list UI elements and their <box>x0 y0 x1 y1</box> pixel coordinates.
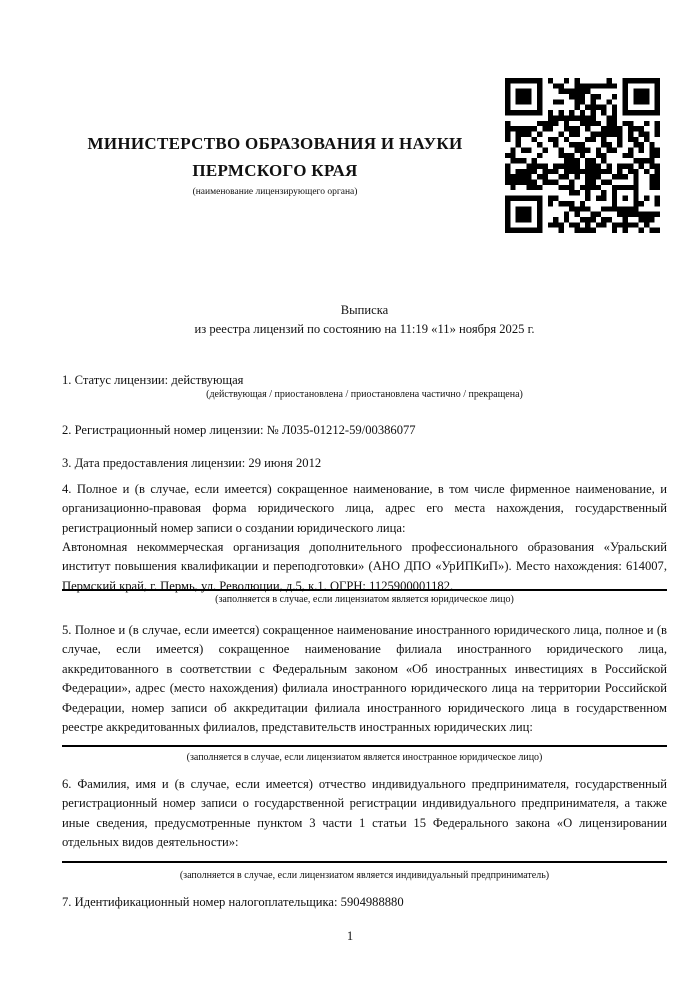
qr-code <box>505 78 660 233</box>
individual-entrepreneur-underline <box>62 861 667 863</box>
item-legal-entity-label: 4. Полное и (в случае, если имеется) сокращенное наименование, в том числе фирменное наименование, и организационно-правовая форма юридического лица, адрес его места нахождения, государственный регистрационный номер записи о создании юридического лица: <box>62 482 667 535</box>
item-grant-date: 3. Дата предоставления лицензии: 29 июня 2012 <box>62 456 322 470</box>
document-title-line1: Выписка <box>340 303 389 317</box>
ministry-name-line2: ПЕРМСКОГО КРАЯ <box>192 161 358 180</box>
licensing-authority-caption: (наименование лицензирующего органа) <box>192 187 358 197</box>
page-number: 1 <box>346 929 354 943</box>
document-title-line2: из реестра лицензий по состоянию на 11:19 «11» ноября 2025 г. <box>194 322 535 337</box>
legal-entity-caption: (заполняется в случае, если лицензиатом является юридическое лицо) <box>215 594 514 605</box>
ministry-name-line1: МИНИСТЕРСТВО ОБРАЗОВАНИЯ И НАУКИ <box>87 134 463 153</box>
item-individual-entrepreneur-label: 6. Фамилия, имя и (в случае, если имеется) отчество индивидуального предпринимателя, государственный регистрационный номер записи о государственной регистрации индивидуального предпринимателя, а также иные сведения, предусмотренные пунктом 3 части 1 статьи 15 Федерального закона «О лицензировании отдельных видов деятельности»: <box>62 777 667 850</box>
item-foreign-entity-label: 5. Полное и (в случае, если имеется) сокращенное наименование иностранного юридического лица, полное и (в случае, если имеется) сокращенное наименование филиала иностранного юридического лица, аккредитованного в соответствии с Федеральным законом «Об иностранных инвестициях в Российской Федерации», адрес (место нахождения) филиала иностранного юридического лица на территории Российской Федерации, номер записи об аккредитации филиала иностранного юридического лица в государственном реестре аккредитованных филиалов, представительств иностранных юридических лиц: <box>62 623 667 735</box>
individual-entrepreneur-caption: (заполняется в случае, если лицензиатом является индивидуальный предприниматель) <box>179 870 550 881</box>
legal-entity-underline <box>62 589 667 591</box>
item-taxpayer-number: 7. Идентификационный номер налогоплательщика: 5904988880 <box>62 895 404 909</box>
document-title <box>62 301 667 340</box>
item-legal-entity-value: Автономная некоммерческая организация дополнительного профессионального образования «Уральский институт повышения квалификации и переподготовки» (АНО ДПО «УрИПКиП»). Место нахождения: 614007, Пермский край, г. Пермь, ул. Революции, д.5, к.1. ОГРН: 1125900001182. <box>62 540 667 593</box>
ministry-header <box>30 130 520 198</box>
foreign-entity-caption: (заполняется в случае, если лицензиатом является иностранное юридическое лицо) <box>186 752 543 763</box>
item-license-status: 1. Статус лицензии: действующая <box>62 373 244 387</box>
item-registration-number: 2. Регистрационный номер лицензии: № Л035-01212-59/00386077 <box>62 423 416 437</box>
license-status-options-caption: (действующая / приостановлена / приостановлена частично / прекращена) <box>206 389 523 400</box>
foreign-entity-underline <box>62 745 667 747</box>
